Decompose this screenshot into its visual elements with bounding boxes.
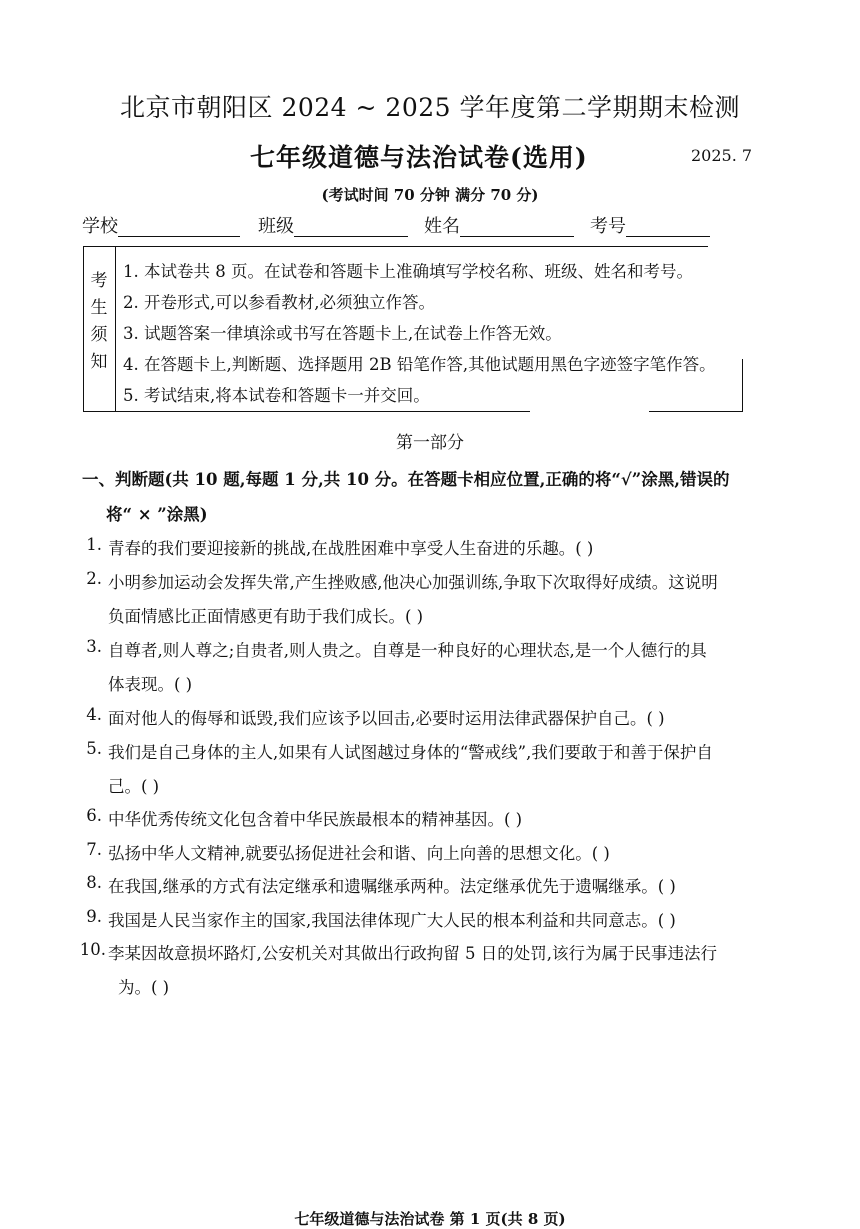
- question-item: [0, 569, 860, 639]
- question-text-cont: 负面情感比正面情感更有助于我们成长。( ): [108, 607, 424, 626]
- question-item: [0, 940, 860, 1010]
- box-border-bottom-right: [649, 411, 743, 412]
- question-item: [0, 705, 860, 735]
- class-label: 班级: [258, 216, 294, 237]
- question-item: [0, 535, 860, 565]
- question-number: 6.: [86, 806, 102, 825]
- exam-number-label: 考号: [590, 216, 626, 237]
- exam-number-field[interactable]: [626, 236, 710, 237]
- question-text-cont: 体表现。( ): [108, 675, 193, 694]
- section-instruction: 一、判断题(共 10 题,每题 1 分,共 10 分。在答题卡相应位置,正确的将“√”涂黑,错误的: [82, 470, 730, 489]
- question-text: 面对他人的侮辱和诋毁,我们应该予以回击,必要时运用法律武器保护自己。( ): [108, 709, 665, 728]
- question-number: 5.: [86, 739, 102, 758]
- notice-label-char: 生: [90, 298, 108, 318]
- question-item: [0, 873, 860, 903]
- school-label: 学校: [82, 216, 118, 237]
- question-number: 3.: [86, 637, 102, 656]
- question-number: 4.: [86, 705, 102, 724]
- notice-item: 1. 本试卷共 8 页。在试卷和答题卡上准确填写学校名称、班级、姓名和考号。: [123, 262, 693, 281]
- box-divider: [115, 246, 116, 412]
- question-text: 自尊者,则人尊之;自贵者,则人贵之。自尊是一种良好的心理状态,是一个人德行的具: [108, 641, 707, 660]
- exam-date: 2025. 7: [691, 146, 753, 165]
- student-info-row: [82, 212, 722, 242]
- question-item: [0, 637, 860, 707]
- question-number: 1.: [86, 535, 102, 554]
- exam-duration: (考试时间 70 分钟 满分 70 分): [321, 186, 539, 204]
- notice-label-char: 须: [90, 325, 108, 345]
- question-text: 在我国,继承的方式有法定继承和遗嘱继承两种。法定继承优先于遗嘱继承。( ): [108, 877, 676, 896]
- name-field[interactable]: [460, 236, 574, 237]
- page-footer: 七年级道德与法治试卷 第 1 页(共 8 页): [294, 1210, 566, 1228]
- question-text: 青春的我们要迎接新的挑战,在战胜困难中享受人生奋进的乐趣。( ): [108, 539, 594, 558]
- notice-item: 2. 开卷形式,可以参看教材,必须独立作答。: [123, 293, 435, 312]
- box-border-right: [742, 359, 743, 412]
- school-field[interactable]: [118, 236, 240, 237]
- exam-title: 北京市朝阳区 2024 ~ 2025 学年度第二学期期末检测: [120, 93, 740, 122]
- question-text: 小明参加运动会发挥失常,产生挫败感,他决心加强训练,争取下次取得好成绩。这说明: [108, 573, 718, 592]
- question-text: 李某因故意损坏路灯,公安机关对其做出行政拘留 5 日的处罚,该行为属于民事违法行: [108, 944, 717, 963]
- question-text: 弘扬中华人文精神,就要弘扬促进社会和谐、向上向善的思想文化。( ): [108, 844, 610, 863]
- question-number: 2.: [86, 569, 102, 588]
- candidate-notice-box: [83, 246, 743, 412]
- notice-item: 4. 在答题卡上,判断题、选择题用 2B 铅笔作答,其他试题用黑色字迹签字笔作答。: [123, 355, 716, 374]
- question-item: [0, 840, 860, 870]
- notice-label-char: 知: [90, 352, 108, 372]
- question-item: [0, 739, 860, 809]
- notice-label: [89, 268, 109, 376]
- question-text: 中华优秀传统文化包含着中华民族最根本的精神基因。( ): [108, 810, 523, 829]
- question-text: 我国是人民当家作主的国家,我国法律体现广大人民的根本利益和共同意志。( ): [108, 911, 676, 930]
- notice-item: 3. 试题答案一律填涂或书写在答题卡上,在试卷上作答无效。: [123, 324, 562, 343]
- question-item: [0, 907, 860, 937]
- question-number: 9.: [86, 907, 102, 926]
- box-border-left: [83, 246, 84, 412]
- exam-subtitle: 七年级道德与法治试卷(选用): [250, 143, 588, 172]
- question-item: [0, 806, 860, 836]
- question-number: 7.: [86, 840, 102, 859]
- question-text-cont: 为。( ): [118, 978, 170, 997]
- notice-item: 5. 考试结束,将本试卷和答题卡一并交回。: [123, 386, 430, 405]
- question-text-cont: 己。( ): [108, 777, 160, 796]
- box-border-bottom-left: [83, 411, 530, 412]
- class-field[interactable]: [294, 236, 408, 237]
- name-label: 姓名: [424, 216, 460, 237]
- section-instruction-cont: 将“ × ”涂黑): [106, 505, 208, 524]
- notice-label-char: 考: [90, 271, 108, 291]
- box-border-top: [83, 246, 708, 247]
- question-text: 我们是自己身体的主人,如果有人试图越过身体的“警戒线”,我们要敢于和善于保护自: [108, 743, 713, 762]
- question-number: 8.: [86, 873, 102, 892]
- section-title: 第一部分: [396, 433, 464, 453]
- question-number: 10.: [79, 940, 106, 959]
